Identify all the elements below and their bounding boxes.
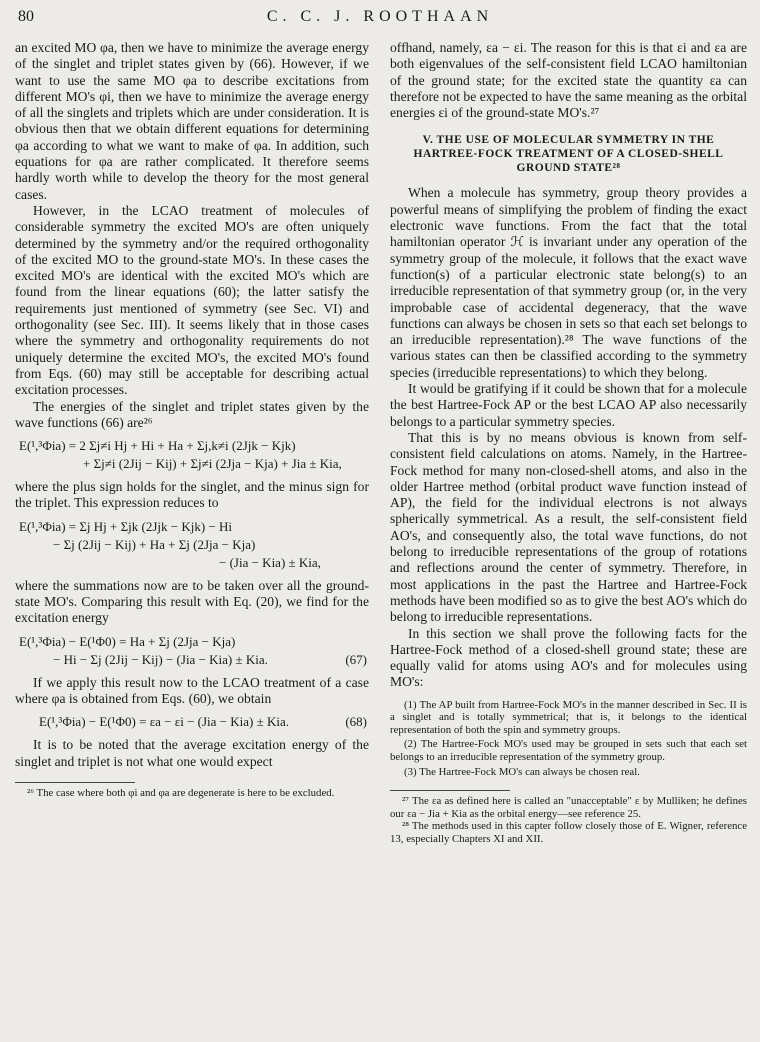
footnote-28: ²⁸ The methods used in this capter follow closely those of E. Wigner, reference 13, especially Chapters XI and XII. xyxy=(390,820,747,846)
equation-number: (67) xyxy=(345,651,367,667)
footnote-rule xyxy=(390,790,510,791)
paragraph: an excited MO φa, then we have to minimize the average energy of the singlet and triplet states given by (66). However, if we want to use the same MO φa to describe excitations from different MO's φi, then we have to minimize the average energy of all the singlets and triplets which are under consideration. It is obvious then that we obtain different equations for determining φa according to what we want to make of φa. In addition, such equations for φa are rather complicated. It therefore seems hardly worth while to develop the theory for the most general cases. xyxy=(15,40,369,202)
equation-line: E(¹,³Φia) = 2 Σj≠i Hj + Hi + Ha + Σj,k≠i (2Jjk − Kjk) xyxy=(19,438,296,454)
footnote-27: ²⁷ The εa as defined here is called an "unacceptable" ε by Mulliken; he defines our εa − Jia + Kia as the orbital energy—see reference 25. xyxy=(390,795,747,820)
equation-line: − Σj (2Jij − Kij) + Ha + Σj (2Jja − Kja) xyxy=(53,536,256,552)
equation-line: + Σj≠i (2Jij − Kij) + Σj≠i (2Jja − Kja) + Jia ± Kia, xyxy=(83,456,342,472)
equation-line-numbered xyxy=(19,651,369,669)
equation-reduced-energy xyxy=(19,518,369,572)
footnotes xyxy=(15,787,369,800)
equation-line: E(¹,³Φia) = Σj Hj + Σjk (2Jjk − Kjk) − Hi xyxy=(19,518,233,534)
running-head: C. C. J. ROOTHAAN xyxy=(266,8,494,25)
paragraph: In this section we shall prove the following facts for the Hartree-Fock method of a closed-shell ground state; these are equally valid for atoms using AO's and for molecules using MO's: xyxy=(390,625,747,690)
page-number: 80 xyxy=(18,8,34,25)
paragraph: It is to be noted that the average excitation energy of the singlet and triplet is not what one would expect xyxy=(15,737,369,769)
equation-line: − Hi − Σj (2Jij − Kij) − (Jia − Kia) ± Kia. xyxy=(53,651,268,667)
paragraph: The energies of the singlet and triplet states given by the wave functions (66) are²⁶ xyxy=(15,398,369,430)
equation-68 xyxy=(19,713,369,731)
equation-line: E(¹,³Φia) − E(¹Φ0) = Ha + Σj (2Jja − Kja) xyxy=(19,633,236,649)
paragraph: However, in the LCAO treatment of molecules of considerable symmetry the excited MO's are often uniquely determined by the symmetry and/or the required orthogonality of the excited MO to the ground-state MO's. In these cases the excited MO's are identical with the excited MO's which are found from the linear equations (60); the latter satisfy the requirements just mentioned of symmetry (see Sec. VI) and orthogonality (see Sec. III). It seems likely that in those cases where the symmetry and orthogonality requirements do not uniquely determine the excited MO's, the excited MO's found from Eqs. (60) may still be acceptable for describing actual excitation processes. xyxy=(15,202,369,398)
paragraph: When a molecule has symmetry, group theory provides a powerful means of simplifying the problem of finding the exact electronic wave functions. From the fact that the total hamiltonian operator ℋ is invariant under any operation of the symmetry group of the molecule, it follows that the exact wave function(s) of a particular electronic state belong(s) to an irreducible representation of that symmetry group (or, in the very improbable case of accidental degeneracy, that the wave functions can always be chosen in sets so that each set belongs to an irreducible representation).²⁸ The wave functions of the various states can then be classified according to the symmetry species (irreducible representations) to which they belong. xyxy=(390,185,747,380)
paragraph: It would be gratifying if it could be shown that for a molecule the best Hartree-Fock AP or the best LCAO AP also necessarily belongs to a particular symmetry species. xyxy=(390,381,747,429)
paragraph: If we apply this result now to the LCAO treatment of a case where φa is obtained from Eqs. (60), we obtain xyxy=(15,674,369,706)
footnote-26: ²⁶ The case where both φi and φa are degenerate is here to be excluded. xyxy=(27,786,335,799)
footnotes xyxy=(390,795,747,845)
paragraph: That this is by no means obvious is known from self-consistent field calculations on atoms. Namely, in the Hartree-Fock method for many non-closed-shell atoms, and also in the older Hartree method (orbital product wave function instead of AP), the field for the individual electrons is not always spherically symmetrical. As a result, the self-consistent field AO's, and consequently also, the total wave functions, do not belong to irreducible representations of the group of rotations and reflections around the center of symmetry. Therefore, in most applications in the past the Hartree and Hartree-Fock methods have been modified so as to give the best AO's which do belong to irreducible representations. xyxy=(390,429,747,625)
fact-item: (1) The AP built from Hartree-Fock MO's in the manner described in Sec. II is a singlet and is totally symmetrical; that is, it belongs to the identical representation of both the spin and symmetry groups. xyxy=(390,698,747,736)
equation-line-numbered xyxy=(19,713,369,731)
equation-67 xyxy=(19,633,369,669)
equation-number: (68) xyxy=(345,714,367,730)
paragraph: offhand, namely, εa − εi. The reason for this is that εi and εa are both eigenvalues of the self-consistent field LCAO hamiltonian of the ground state; for the excited state the quantity εa can therefore not be expected to have the same meaning as the orbital energies εi of the ground-state MO's.²⁷ xyxy=(390,40,747,121)
equation-line: − (Jia − Kia) ± Kia, xyxy=(219,554,321,570)
left-column xyxy=(15,40,369,799)
footnote-rule xyxy=(15,782,135,783)
page-header xyxy=(18,8,742,30)
equation-66-energy xyxy=(19,437,369,473)
right-column xyxy=(390,40,747,846)
equation-line: E(¹,³Φia) − E(¹Φ0) = εa − εi − (Jia − Kia) ± Kia. xyxy=(39,714,290,730)
facts-list xyxy=(390,699,747,779)
fact-item: (2) The Hartree-Fock MO's used may be grouped in sets such that each set belongs to an irreducible representation of the symmetry group. xyxy=(390,738,747,764)
paragraph: where the plus sign holds for the singlet, and the minus sign for the triplet. This expression reduces to xyxy=(15,479,369,511)
section-heading: V. THE USE OF MOLECULAR SYMMETRY IN THE HARTREE-FOCK TREATMENT OF A CLOSED-SHELL GROUND STATE²⁸ xyxy=(413,134,724,175)
fact-item: (3) The Hartree-Fock MO's can always be chosen real. xyxy=(404,765,640,778)
paragraph: where the summations now are to be taken over all the ground-state MO's. Comparing this result with Eq. (20), we find for the excitation energy xyxy=(15,577,369,626)
